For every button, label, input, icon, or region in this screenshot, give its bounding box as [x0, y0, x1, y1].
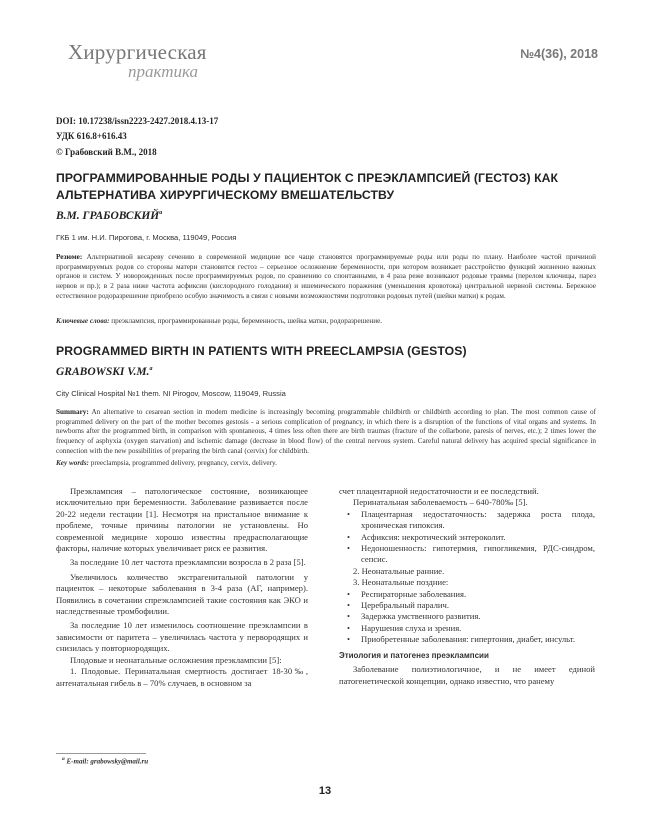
en-author: GRABOWSKI V.M.$^a$ — [56, 366, 153, 378]
paragraph: счет плацентарной недостаточности и ее последствий. — [339, 486, 539, 496]
bullet-list — [339, 509, 595, 566]
section-heading: Этиология и патогенез преэклампсии — [339, 650, 489, 660]
list-item: • Респираторные заболевания. — [339, 589, 595, 600]
paragraph: 2. Неонатальные ранние. — [353, 565, 445, 576]
ru-affiliation: ГКБ 1 им. Н.И. Пирогова, г. Москва, 119049, Россия — [56, 233, 237, 242]
paragraph: Преэклампсия – патологическое состояние, возникающее исключительно при беременности. Заболевание развивается после 20-22 недели гестации [1]. Несмотря на пристальное внимание к проблеме, точные причины патологии не установлены. Но современной медицине хорошо известны предрасполагающие факторы, наличие которых увеличивает риск ее развития. — [56, 486, 308, 554]
paragraph: За последние 10 лет частота преэклампсии возросла в 2 раза [5]. — [70, 557, 306, 568]
paragraph: 3. Неонатальные поздние: — [353, 577, 449, 588]
list-item: • Церебральный паралич. — [339, 600, 595, 611]
footnote-email[interactable]: $^a$ E-mail: grabowsky@mail.ru — [62, 756, 149, 766]
paragraph: Увеличилось количество экстрагенитальной патологии у пациенток – некоторые заболевания в 3-4 раза (АГ, например). Появились в сочетании спреэклампсией такие состояния как ЭКО и наследственные тромбофилии. — [56, 571, 308, 617]
ru-keywords: Ключевые слова: преэклампсия, программированные роды, беременность, шейка матки, родоразрешение. — [56, 317, 383, 325]
list-item: • Недоношенность: гипотермия, гипогликемия, РДС-синдром, сепсис. — [339, 543, 595, 566]
list-item: • Задержка умственного развития. — [339, 611, 595, 622]
ru-author: В.М. ГРАБОВСКИЙ$^a$ — [56, 210, 163, 222]
issue-number: №4(36), 2018 — [520, 47, 598, 61]
list-item: • Нарушения слуха и зрения. — [339, 623, 595, 634]
doi[interactable]: DOI: 10.17238/issn2223-2427.2018.4.13-17 — [56, 116, 219, 126]
en-keywords: Key words: preeclampsia, programmed delivery, pregnancy, cervix, delivery. — [56, 459, 277, 467]
journal-logo-subtitle: практика — [128, 62, 199, 81]
paragraph: 1. Плодовые. Перинатальная смертность достигает 18-30‰, антенатальная гибель в – 70% случаев, в основном за — [56, 666, 308, 688]
paragraph: Перинатальная заболеваемость – 640-780‰ [5]. — [353, 497, 528, 508]
en-abstract: Summary: An alternative to cesarean section in modern medicine is increasingly becoming programmable childbirth or childbirth according to plan. The most common cause of programmed delivery on the part of the mother becomes gestosis - a serious complication of pregnancy, in which there is a disruption of the functions of vital organs and systems. In newborns after the programmed birth, in comparison with spontaneous, 4 times less often there are birth traumas (fracture of the collarbone, paresis of nerves, etc.); 2 times lower the frequency of asphyxia (oxygen starvation) and ischemic damage (decrease in blood flow) of the central nervous system. Careful natural delivery has acquired special significance in connection with the new possibilities of preparing the birth canal (cervix) for childbirth. — [56, 408, 597, 455]
paragraph: За последние 10 лет изменилось соотношение преэклампсии в зависимости от паритета – увеличилась частота у первородящих и снизилась у повторнородящих. — [56, 620, 308, 654]
udc: УДК 616.8+616.43 — [56, 131, 127, 141]
body-left-column — [56, 486, 308, 689]
footnote-divider — [56, 753, 146, 754]
list-item: • Плацентарная недостаточность: задержка роста плода, хроническая гипоксия. — [339, 509, 595, 532]
paragraph: Заболевание полиэтиологичное, и не имеет единой патогенетической концепции, однако известно, что ранему — [339, 664, 595, 686]
en-title: PROGRAMMED BIRTH IN PATIENTS WITH PREECLAMPSIA (GESTOS) — [56, 344, 467, 358]
body-right-column — [339, 486, 595, 687]
ru-title: ПРОГРАММИРОВАННЫЕ РОДЫ У ПАЦИЕНТОК С ПРЕЭКЛАМПСИЕЙ (ГЕСТОЗ) КАК АЛЬТЕРНАТИВА ХИРУРГИЧЕСКОМУ ВМЕШАТЕЛЬСТВУ — [56, 171, 559, 202]
page-number: 13 — [318, 785, 332, 797]
en-affiliation: City Clinical Hospital №1 them. NI Pirogov, Moscow, 119049, Russia — [56, 389, 286, 398]
paragraph: Плодовые и неонатальные осложнения преэклампсии [5]: — [70, 654, 282, 665]
list-item: • Асфиксия: некротический энтероколит. — [339, 532, 595, 543]
journal-logo-title: Хирургическая — [68, 40, 207, 64]
ru-abstract: Резюме: Альтернативой кесареву сечению в современной медицине все чаще становятся программируемые роды или роды по плану. Наиболее частой причиной программируемых родов со стороны матери становится гестоз – серьезное осложнение беременности, при котором возникает расстройство функций жизненно важных органов и систем. У новорожденных после программируемых родов, по сравнению со спонтанными, в 4 раза реже возникают родовые травмы (перелом ключицы, парез нервов и пр.); в 2 раза ниже частота асфиксии (кислородного голодания) и ишемического поражения (уменьшения кровотока) центральной нервной системы. Бережное естественное родоразрешение приобрело особую значимость в связи с новыми возможностями подготовки родовых путей (шейки матки) к родам. — [56, 253, 596, 300]
list-item: • Приобретенные заболевания: гипертония, диабет, инсульт. — [339, 634, 595, 645]
copyright: © Грабовский В.М., 2018 — [56, 147, 157, 157]
bullet-list — [339, 589, 595, 646]
